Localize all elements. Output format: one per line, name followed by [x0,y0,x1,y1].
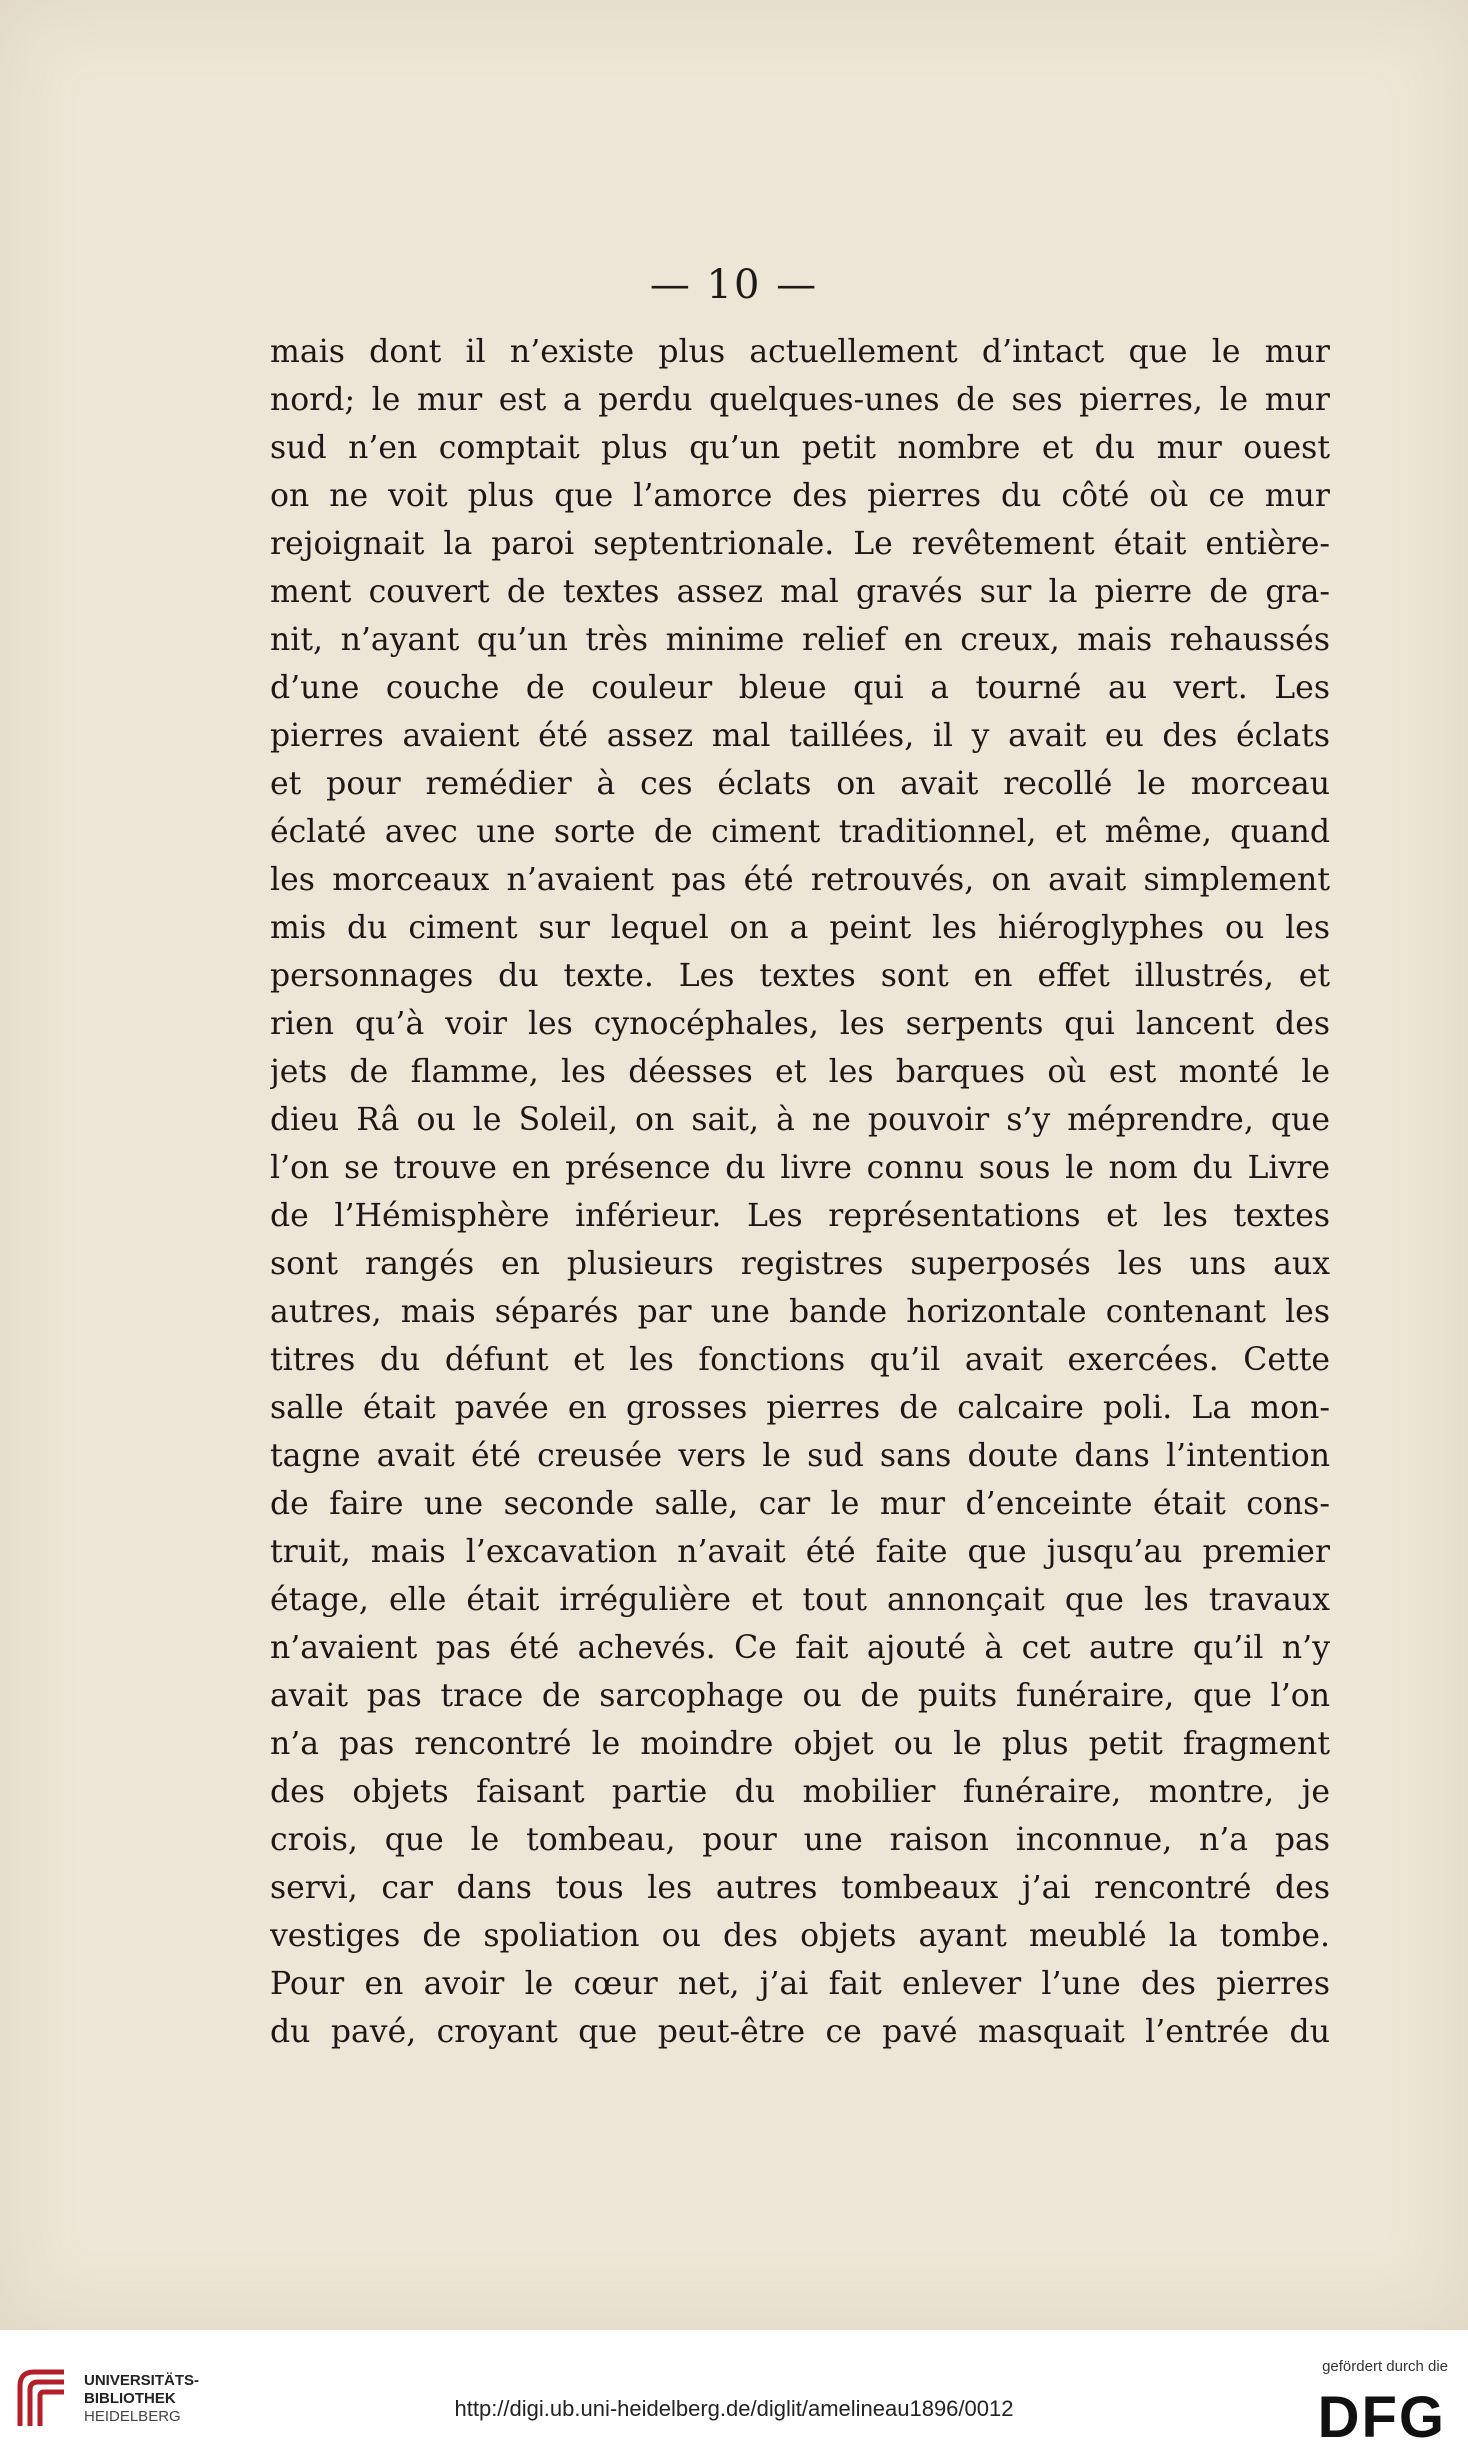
text-line: jets de flamme, les déesses et les barques où est monté le [270,1054,1330,1090]
text-line: crois, que le tombeau, pour une raison inconnue, n’a pas [270,1822,1330,1858]
text-line: servi, car dans tous les autres tombeaux j’ai rencontré des [270,1870,1330,1906]
text-line: ment couvert de textes assez mal gravés sur la pierre de gra- [270,574,1330,610]
text-line: de l’Hémisphère inférieur. Les représentations et les textes [270,1198,1330,1234]
text-line: avait pas trace de sarcophage ou de puits funéraire, que l’on [270,1678,1330,1714]
text-line: du pavé, croyant que peut-être ce pavé masquait l’entrée du [270,2014,1330,2050]
text-line: tagne avait été creusée vers le sud sans doute dans l’intention [270,1438,1330,1474]
text-line: vestiges de spoliation ou des objets ayant meublé la tombe. [270,1918,1330,1954]
page-number: — 10 — [649,262,819,308]
text-line: nord; le mur est a perdu quelques-unes de ses pierres, le mur [270,382,1330,418]
text-line: mis du ciment sur lequel on a peint les hiéroglyphes ou les [270,910,1330,946]
text-line: l’on se trouve en présence du livre connu sous le nom du Livre [270,1150,1330,1186]
text-line: les morceaux n’avaient pas été retrouvés, on avait simplement [270,862,1330,898]
text-line: sont rangés en plusieurs registres superposés les uns aux [270,1246,1330,1282]
text-line: d’une couche de couleur bleue qui a tourné au vert. Les [270,670,1330,706]
body-text [270,328,1330,2056]
text-line: mais dont il n’existe plus actuellement d’intact que le mur [270,334,1330,370]
text-line: des objets faisant partie du mobilier funéraire, montre, je [270,1774,1330,1810]
sponsor-text: gefördert durch die [1322,2358,1448,2375]
dfg-logo: DFG [1317,2385,1446,2450]
footer-bar [0,2330,1468,2456]
text-line: on ne voit plus que l’amorce des pierres du côté où ce mur [270,478,1330,514]
text-line: n’avaient pas été achevés. Ce fait ajouté à cet autre qu’il n’y [270,1630,1330,1666]
text-line: étage, elle était irrégulière et tout annonçait que les travaux [270,1582,1330,1618]
text-line: personnages du texte. Les textes sont en effet illustrés, et [270,958,1330,994]
text-line: dieu Râ ou le Soleil, on sait, à ne pouvoir s’y méprendre, que [270,1102,1330,1138]
text-line: rien qu’à voir les cynocéphales, les serpents qui lancent des [270,1006,1330,1042]
text-line: et pour remédier à ces éclats on avait recollé le morceau [270,766,1330,802]
library-name-line2: BIBLIOTHEK [84,2390,176,2407]
text-line: de faire une seconde salle, car le mur d’enceinte était cons- [270,1486,1330,1522]
text-line: rejoignait la paroi septentrionale. Le revêtement était entière- [270,526,1330,562]
text-line: n’a pas rencontré le moindre objet ou le plus petit fragment [270,1726,1330,1762]
library-name-line3: HEIDELBERG [84,2408,181,2425]
library-name-line1: UNIVERSITÄTS- [84,2372,200,2389]
text-line: salle était pavée en grosses pierres de calcaire poli. La mon- [270,1390,1330,1426]
text-line: pierres avaient été assez mal taillées, il y avait eu des éclats [270,718,1330,754]
text-line: Pour en avoir le cœur net, j’ai fait enlever l’une des pierres [270,1966,1330,2002]
text-line: éclaté avec une sorte de ciment traditionnel, et même, quand [270,814,1330,850]
text-line: sud n’en comptait plus qu’un petit nombre et du mur ouest [270,430,1330,466]
text-line: autres, mais séparés par une bande horizontale contenant les [270,1294,1330,1330]
permalink-url[interactable]: http://digi.ub.uni-heidelberg.de/diglit/amelineau1896/0012 [454,2396,1014,2421]
text-line: truit, mais l’excavation n’avait été faite que jusqu’au premier [270,1534,1330,1570]
text-line: titres du défunt et les fonctions qu’il avait exercées. Cette [270,1342,1330,1378]
text-line: nit, n’ayant qu’un très minime relief en creux, mais rehaussés [270,622,1330,658]
